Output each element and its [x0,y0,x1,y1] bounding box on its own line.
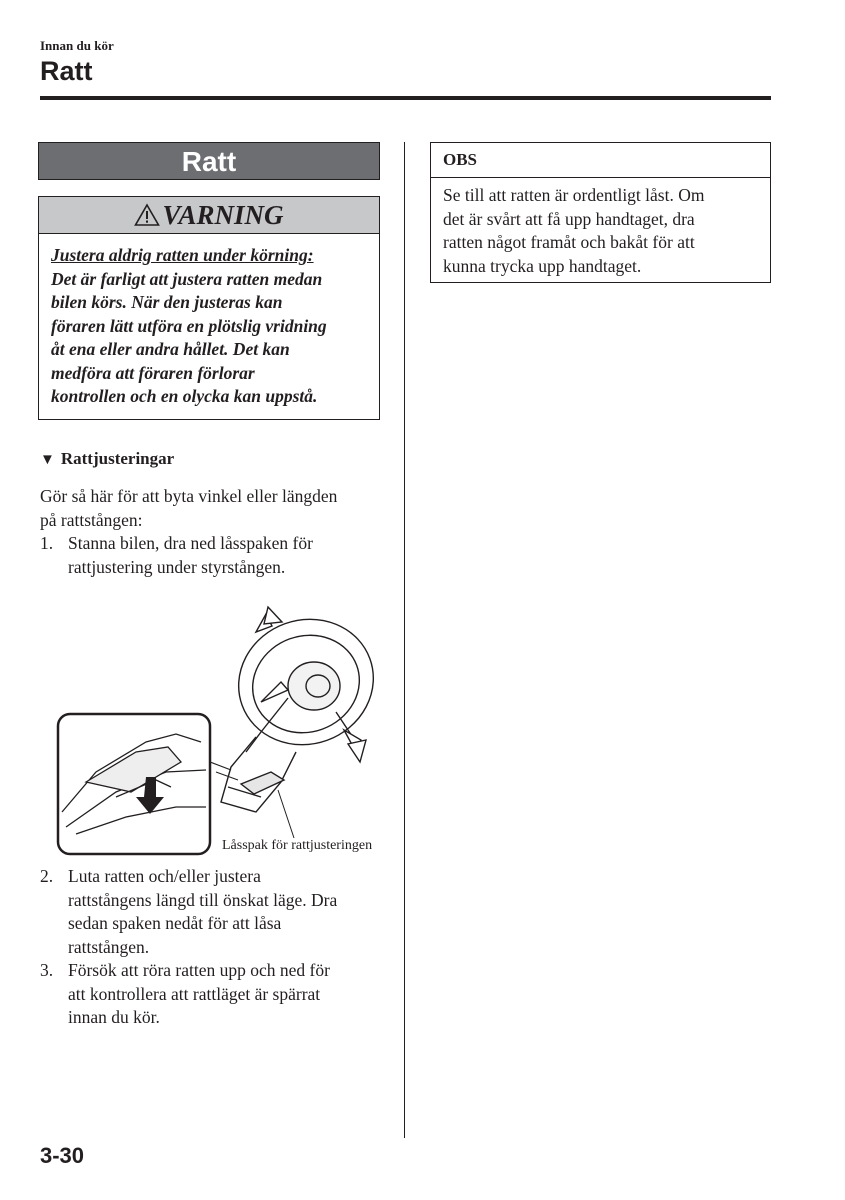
note-line: det är svårt att få upp handtaget, dra [443,208,695,229]
warning-header [39,197,379,234]
step-line: Försök att röra ratten upp och ned för [68,960,330,980]
step-2 [40,865,385,959]
step-line: att kontrollera att rattläget är spärrat [68,983,321,1004]
note-box [430,142,771,283]
step-line: innan du kör. [68,1007,160,1027]
step-line: rattstångens längd till önskat läge. Dra [68,889,338,910]
intro-line: på rattstången: [40,509,143,530]
step-number: 2. [40,866,54,886]
subsection-heading-text: Rattjusteringar [60,449,175,468]
step-number: 3. [40,960,54,980]
warning-box [38,196,380,420]
warning-line: åt ena eller andra hållet. Det kan [51,339,290,359]
note-line: kunna trycka upp handtaget. [443,255,642,276]
step-line: Luta ratten och/eller justera [68,866,261,886]
note-header: OBS [431,143,770,178]
section-label: Innan du kör [40,38,114,53]
warning-icon [134,203,160,227]
step-line: sedan spaken nedåt för att låsa [68,913,282,933]
steering-hub [288,662,340,710]
warning-text [39,234,379,409]
warning-line: Det är farligt att justera ratten medan [51,268,323,289]
warning-line: bilen körs. När den justeras kan [51,292,283,312]
header-rule [40,96,771,100]
note-line: Se till att ratten är ordentligt låst. Om [443,185,705,205]
note-line: ratten något framåt och bakåt för att [443,232,695,252]
column-divider [404,142,405,1138]
intro-paragraph [40,485,385,579]
section-banner: Ratt [38,142,380,180]
steering-adjustment-illustration [56,602,392,860]
warning-lead: Justera aldrig ratten under körning: [51,245,314,265]
step-3 [40,959,385,1030]
figure-caption: Låsspak för rattjusteringen [222,838,373,853]
subsection-heading [40,449,174,469]
step-line: rattstången. [68,936,150,957]
warning-line: medföra att föraren förlorar [51,362,255,383]
page-title: Ratt [40,56,93,86]
step-number: 1. [40,533,54,553]
step-line: Stanna bilen, dra ned låsspaken för [68,533,313,553]
step-line: rattjustering under styrstången. [68,556,286,577]
intro-line: Gör så här för att byta vinkel eller längden [40,486,338,506]
warning-label: VARNING [162,200,284,230]
steps-continued [40,865,385,1030]
warning-line: föraren lätt utföra en plötslig vridning [51,315,327,336]
warning-line: kontrollen och en olycka kan uppstå. [51,386,318,406]
step-1 [40,532,385,579]
triangle-bullet-icon: ▼ [40,452,55,468]
note-text [431,178,770,278]
page-number: 3-30 [40,1143,85,1168]
